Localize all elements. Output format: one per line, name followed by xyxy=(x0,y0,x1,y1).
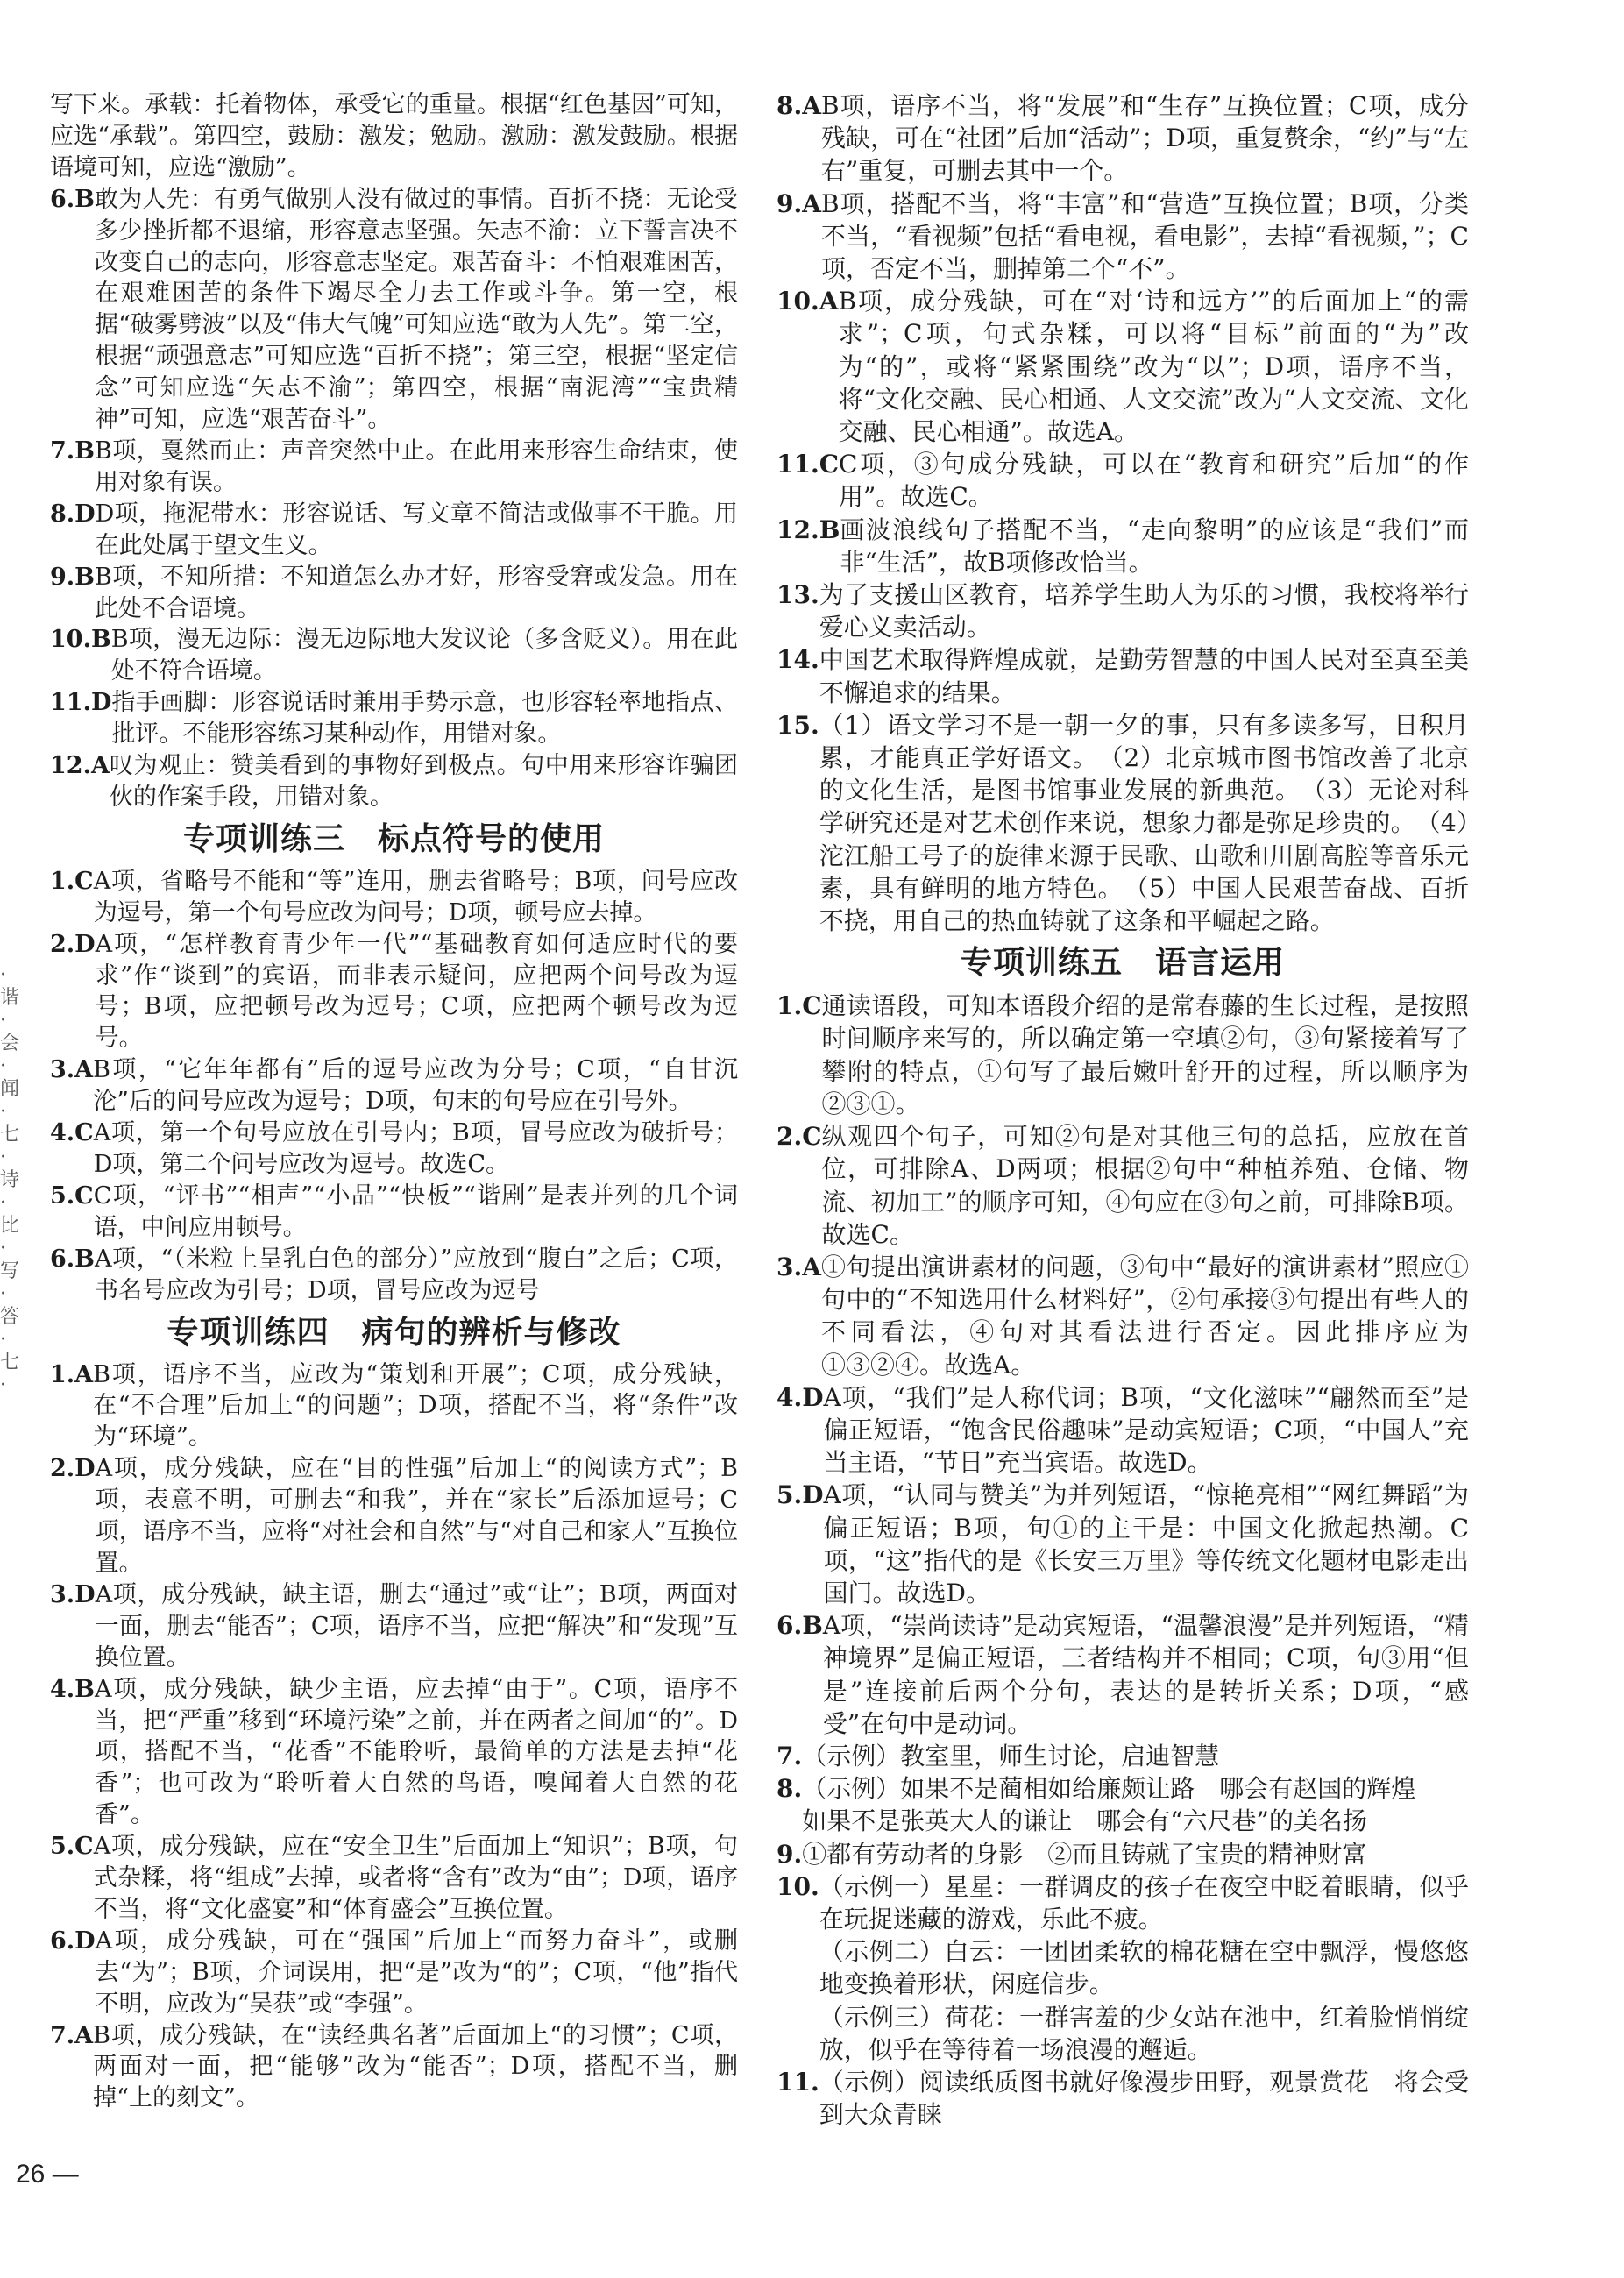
answer-line: C项，“评书”“相声”“小品”“快板”“谐剧”是表并列的几个词语，中间应用顿号。 xyxy=(93,1182,738,1241)
answer-text xyxy=(821,188,1469,286)
answer-line: D项，拖泥带水：形容说话、写文章不简洁或做事不干脆。用在此处属于望文生义。 xyxy=(95,500,738,559)
answer-item xyxy=(777,1381,1469,1480)
answer-text xyxy=(95,1674,738,1832)
answer-item xyxy=(50,184,738,436)
section-title-5: 专项训练五 语言运用 xyxy=(960,945,1285,982)
answer-line: 通读语段，可知本语段介绍的是常春藤的生长过程，是按照时间顺序来写的，所以确定第一空填②句，③句紧接着写了攀附的特点，①句写了最后嫩叶舒开的过程，所以顺序为②③①。 xyxy=(821,991,1469,1118)
answer-line: ①都有劳动者的身影 ②而且铸就了宝贵的精神财富 xyxy=(802,1839,1367,1869)
answer-line: A项，“怎样教育青少年一代”“基础教育如何适应时代的要求”作“谈到”的宾语，而非表示疑问，应把两个问号改为逗号；B项，应把顿号改为逗号；C项，应把两个顿号改为逗号。 xyxy=(95,930,738,1053)
answer-line: B项，语序不当，应改为“策划和开展”；C项，成分残缺，在“不合理”后加上“的问题”；D项，搭配不当，将“条件”改为“环境”。 xyxy=(93,1360,738,1451)
answer-line: A项，“崇尚读诗”是动宾短语，“温馨浪漫”是并列短语，“精神境界”是偏正短语，三者结构并不相同；C项，句③用“但是”连接前后两个分句，表达的是转折关系；D项，“感受”在句中是动词。 xyxy=(822,1611,1469,1738)
answer-number: 1.C xyxy=(50,867,94,895)
answer-number: 3.A xyxy=(777,1252,821,1281)
answer-text xyxy=(822,1120,1469,1251)
answer-number: 15. xyxy=(777,710,819,740)
answer-line: （示例）阅读纸质图书就好像漫步田野，观景赏花 将会受到大众青睐 xyxy=(819,2067,1469,2130)
answer-text xyxy=(94,1181,738,1244)
answer-line: A项，成分残缺，应在“安全卫生”后面加上“知识”；B项，句式杂糅，将“组成”去掉，或者将“含有”改为“由”；D项，语序不当，将“文化盛宴”和“体育盛会”互换位置。 xyxy=(93,1833,738,1923)
answer-line: （示例二）白云：一团团柔软的棉花糖在空中飘浮，慢悠悠地变换着形状，闲庭信步。 xyxy=(819,1937,1469,1999)
answer-text: 写下来。承载：托着物体，承受它的重量。根据“红色基因”可知，应选“承载”。第四空，鼓励：激发；勉励。激励：激发鼓励。根据语境可知，应选“激励”。 xyxy=(50,91,738,181)
answer-line: A项，省略号不能和“等”连用，删去省略号；B项，问号应改为逗号，第一个句号应改为问号；D项，顿号应去掉。 xyxy=(93,867,738,926)
answer-item xyxy=(777,1479,1469,1609)
answer-number: 5.C xyxy=(50,1182,94,1210)
answer-number: 6.B xyxy=(50,1245,96,1273)
answer-number: 8.A xyxy=(777,91,821,120)
answer-number: 1.C xyxy=(777,991,822,1021)
answer-text xyxy=(802,1772,1469,1837)
answer-item xyxy=(50,2020,738,2115)
binding-gutter-marks: ·谐·会·闻·七·诗·比·写·答·七· xyxy=(0,964,20,1396)
answer-item xyxy=(777,1870,1469,2066)
answer-text xyxy=(822,990,1469,1120)
answer-item xyxy=(777,990,1469,1120)
answer-number: 11.C xyxy=(777,450,839,479)
left-column xyxy=(50,89,738,2114)
answer-text xyxy=(819,578,1469,643)
answer-line: A项，成分残缺，可在“强国”后加上“而努力奋斗”，或删去“为”；B项，介词误用，把“是”改为“的”；C项，“他”指代不明，应改为“吴获”或“李强”。 xyxy=(95,1927,738,2018)
answer-text xyxy=(819,1870,1469,2066)
answer-item xyxy=(50,562,738,625)
answer-text xyxy=(95,1244,738,1307)
answer-number: 2.D xyxy=(50,1455,96,1483)
answer-number: 14. xyxy=(777,645,819,675)
answer-line: （1）语文学习不是一朝一夕的事，只有多读多写，日积月累，才能真正学好语文。 （2）北京城市图书馆改善了北京的文化生活，是图书馆事业发展的新典范。 （3）无论对科学研究还是对艺术创作来说，想象力都是弥足珍贵的。 （4）沱江船工号子的旋律来源于民歌、山歌和川剧高腔等音乐元素，具有鲜明的地方特色。 （5）中国人民艰苦奋战、百折不挠，用自己的热血铸就了这条和平崛起之路。 xyxy=(819,710,1469,936)
answer-text xyxy=(95,562,738,625)
answer-text xyxy=(93,2020,738,2115)
answer-line: B项，不知所措：不知道怎么办才好，形容受窘或发急。用在此处不合语境。 xyxy=(95,563,738,622)
answer-text xyxy=(824,1479,1469,1609)
answer-number: 4.B xyxy=(50,1675,96,1703)
answer-number: 2.D xyxy=(50,930,96,958)
answer-line: 画波浪线句子搭配不当，“走向黎明”的应该是“我们”而非“生活”，故B项修改恰当。 xyxy=(840,515,1469,577)
answer-number: 1.A xyxy=(50,1360,94,1388)
answer-line: 叹为观止：赞美看到的事物好到极点。句中用来形容诈骗团伙的作案手段，用错对象。 xyxy=(109,752,738,811)
answer-text xyxy=(111,624,738,687)
answer-item xyxy=(50,1453,738,1579)
answer-number: 9. xyxy=(777,1839,803,1869)
answer-line: 如果不是张英大人的谦让 哪会有“六尺巷”的美名扬 xyxy=(802,1806,1367,1836)
answer-item xyxy=(50,1054,738,1118)
answer-item xyxy=(777,1251,1469,1381)
answer-item xyxy=(777,1772,1469,1837)
answer-item xyxy=(777,1609,1469,1740)
answer-item xyxy=(50,1674,738,1832)
answer-line: A项，第一个句号应放在引号内；B项，冒号应改为破折号；D项，第二个问号应改为逗号。故选C。 xyxy=(93,1119,738,1178)
answer-line: B项，漫无边际：漫无边际地大发议论（多含贬义）。用在此处不符合语境。 xyxy=(110,626,738,685)
answer-line: A项，成分残缺，应在“目的性强”后加上“的阅读方式”；B项，表意不明，可删去“和我”，并在“家长”后添加逗号；C项，语序不当，应将“对社会和自然”与“对自己和家人”互换位置。 xyxy=(95,1455,738,1577)
answer-item xyxy=(777,709,1469,937)
right-column xyxy=(777,89,1469,2131)
answer-text xyxy=(96,499,738,562)
answer-item xyxy=(50,866,738,929)
answer-item xyxy=(777,643,1469,708)
answer-text xyxy=(821,89,1469,188)
answer-item xyxy=(777,89,1469,188)
answer-line: A项，成分残缺，缺主语，删去“通过”或“让”；B项，两面对一面，删去“能否”；C项，语序不当，应把“解决”和“发现”互换位置。 xyxy=(95,1580,738,1671)
answer-number: 4.D xyxy=(777,1382,824,1412)
answer-number: 5.C xyxy=(50,1833,94,1861)
answer-item xyxy=(50,89,738,184)
answer-text xyxy=(111,687,738,750)
answer-number: 9.B xyxy=(50,563,96,591)
answer-item xyxy=(50,1926,738,2020)
answer-text xyxy=(94,1831,738,1926)
answer-line: （示例）教室里，师生讨论，启迪智慧 xyxy=(802,1741,1220,1771)
answer-number: 8. xyxy=(777,1774,803,1804)
answer-text xyxy=(840,514,1469,578)
answer-item xyxy=(50,929,738,1055)
section-title-4: 专项训练四 病句的辨析与修改 xyxy=(167,1314,621,1351)
answer-line: 敢为人先：有勇气做别人没有做过的事情。百折不挠：无论受多少挫折都不退缩，形容意志坚强。矢志不渝：立下誓言决不改变自己的志向，形容意志坚定。艰苦奋斗：不怕艰难困苦，在艰难困苦的条件下竭尽全力去工作或斗争。第一空，根据“破雾劈波”以及“伟大气魄”可知应选“敢为人先”。第二空，根据“顽强意志”可知应选“百折不挠”；第三空，根据“坚定信念”可知应选“矢志不渝”；第四空，根据“南泥湾”“宝贵精神”可知，应选“艰苦奋斗”。 xyxy=(95,185,738,434)
answer-line: （示例）如果不是蔺相如给廉颇让路 哪会有赵国的辉煌 xyxy=(802,1774,1416,1804)
answer-text xyxy=(95,184,738,436)
answer-text xyxy=(819,2066,1469,2131)
answer-text xyxy=(802,1838,1469,1870)
answer-line: B项，成分残缺，在“读经典名著”后面加上“的习惯”；C项，两面对一面，把“能够”改为“能否”；D项，搭配不当，删掉“上的刻文”。 xyxy=(93,2021,738,2112)
answer-item xyxy=(50,436,738,499)
answer-line: B项，成分残缺，可在“对‘诗和远方’”的后面加上“的需求”；C项，句式杂糅，可以将“目标”前面的“为”改为“的”，或将“紧紧围绕”改为“以”；D项，语序不当，将“文化交融、民心相通、人文交流”改为“人文交流、文化交融、民心相通”。故选A。 xyxy=(838,287,1469,447)
answer-number: 7. xyxy=(777,1741,803,1771)
answer-number: 12.A xyxy=(50,752,110,780)
answer-text xyxy=(839,448,1469,513)
answer-text xyxy=(819,643,1469,708)
answer-text xyxy=(838,285,1469,448)
answer-number: 10.B xyxy=(50,626,111,654)
answer-item xyxy=(50,1118,738,1181)
answer-line: A项，“（米粒上呈乳白色的部分）”应放到“腹白”之后；C项，书名号应改为引号；D项，冒号应改为逗号 xyxy=(95,1245,738,1304)
answer-line: 为了支援山区教育，培养学生助人为乐的习惯，我校将举行爱心义卖活动。 xyxy=(819,580,1469,642)
answer-item xyxy=(777,188,1469,286)
answer-line: （示例三）荷花：一群害羞的少女站在池中，红着脸悄悄绽放，似乎在等待着一场浪漫的邂逅。 xyxy=(819,2002,1469,2064)
answer-item xyxy=(777,285,1469,448)
answer-number: 13. xyxy=(777,580,819,610)
answer-line: ①句提出演讲素材的问题，③句中“最好的演讲素材”照应①句中的“不知选用什么材料好”，②句承接③句提出有些人的不同看法，④句对其看法进行否定。因此排序应为①③②④。故选A。 xyxy=(820,1252,1469,1380)
answer-number: 4.C xyxy=(50,1119,94,1147)
answer-number: 10. xyxy=(777,1871,819,1901)
answer-number: 11. xyxy=(777,2067,819,2097)
answer-number: 3.A xyxy=(50,1056,94,1084)
answer-text xyxy=(93,1054,738,1118)
page-number: 26 — xyxy=(16,2160,79,2189)
answer-item xyxy=(50,499,738,562)
answer-item xyxy=(777,2066,1469,2131)
answer-item xyxy=(50,1181,738,1244)
answer-line: 中国艺术取得辉煌成就，是勤劳智慧的中国人民对至真至美不懈追求的结果。 xyxy=(819,645,1469,707)
answer-text xyxy=(823,1609,1469,1740)
answer-number: 12.B xyxy=(777,515,840,544)
answer-text xyxy=(824,1381,1469,1480)
answer-item xyxy=(50,687,738,750)
answer-text xyxy=(110,750,738,813)
answer-number: 3.D xyxy=(50,1580,96,1608)
answer-text xyxy=(96,1926,738,2020)
answer-item xyxy=(777,448,1469,513)
answer-number: 9.A xyxy=(777,188,821,218)
answer-line: B项，语序不当，将“发展”和“生存”互换位置；C项，成分残缺，可在“社团”后加“活动”；D项，重复赘余，“约”与“左右”重复，可删去其中一个。 xyxy=(820,91,1469,186)
answer-line: B项，戛然而止：声音突然中止。在此用来形容生命结束，使用对象有误。 xyxy=(95,436,738,496)
answer-number: 8.D xyxy=(50,500,96,528)
answer-line: A项，“认同与赞美”为并列短语，“惊艳亮相”“网红舞蹈”为偏正短语；B项，句①的主干是：中国文化掀起热潮。C项，“这”指代的是《长安三万里》等传统文化题材电影走出国门。故选D。 xyxy=(823,1480,1469,1607)
answer-text xyxy=(802,1740,1469,1772)
answer-text xyxy=(819,709,1469,937)
answer-text xyxy=(95,436,738,499)
answer-number: 6.B xyxy=(777,1611,823,1641)
answer-line: （示例一）星星：一群调皮的孩子在夜空中眨着眼睛，似乎在玩捉迷藏的游戏，乐此不疲。 xyxy=(819,1871,1469,1934)
answer-number: 7.A xyxy=(50,2021,94,2049)
answer-number: 11.D xyxy=(50,689,112,717)
answer-text xyxy=(96,1579,738,1674)
answer-text xyxy=(93,1359,738,1454)
answer-item xyxy=(50,750,738,813)
answer-line: C项，③句成分残缺，可以在“教育和研究”后加“的作用”。故选C。 xyxy=(839,450,1469,512)
answer-text xyxy=(821,1251,1469,1381)
answer-line: A项，“我们”是人称代词；B项，“文化滋味”“翩然而至”是偏正短语，“饱含民俗趣味”是动宾短语；C项，“中国人”充当主语，“节日”充当宾语。故选D。 xyxy=(823,1382,1469,1478)
answer-line: B项，“它年年都有”后的逗号应改为分号；C项，“自甘沉沦”后的问号应改为逗号；D项，句末的句号应在引号外。 xyxy=(93,1056,738,1116)
answer-line: 指手画脚：形容说话时兼用手势示意，也形容轻率地指点、批评。不能形容练习某种动作，用错对象。 xyxy=(111,689,738,749)
answer-line: 纵观四个句子，可知②句是对其他三句的总括，应放在首位，可排除A、D两项；根据②句中“种植养殖、仓储、物流、初加工”的顺序可知，④句应在③句之前，可排除B项。故选C。 xyxy=(821,1122,1469,1249)
answer-text xyxy=(94,1118,738,1181)
answer-item xyxy=(50,1244,738,1307)
answer-item xyxy=(50,1359,738,1454)
answer-item xyxy=(50,624,738,687)
answer-number: 7.B xyxy=(50,436,96,465)
section-title-3: 专项训练三 标点符号的使用 xyxy=(182,820,605,857)
answer-text xyxy=(96,1453,738,1579)
answer-item xyxy=(777,1120,1469,1251)
answer-number: 5.D xyxy=(777,1480,824,1510)
answer-item xyxy=(777,1838,1469,1870)
answer-number: 2.C xyxy=(777,1122,822,1152)
answer-text xyxy=(94,866,738,929)
answer-number: 6.B xyxy=(50,185,96,213)
answer-item xyxy=(50,1831,738,1926)
answer-item xyxy=(777,1740,1469,1772)
answer-line: B项，搭配不当，将“丰富”和“营造”互换位置；B项，分类不当，“看视频”包括“看电视，看电影”，去掉“看视频，”；C项，否定不当，删掉第二个“不”。 xyxy=(820,188,1469,284)
answer-number: 6.D xyxy=(50,1927,96,1955)
answer-item xyxy=(50,1579,738,1674)
answer-line: A项，成分残缺，缺少主语，应去掉“由于”。C项，语序不当，把“严重”移到“环境污染”之前，并在两者之间加“的”。D项，搭配不当，“花香”不能聆听，最简单的方法是去掉“花香”；也可改为“聆听着大自然的鸟语，嗅闻着大自然的花香”。 xyxy=(95,1675,738,1829)
answer-text xyxy=(96,929,738,1055)
answer-number: 10.A xyxy=(777,287,839,316)
answer-item xyxy=(777,578,1469,643)
answer-item xyxy=(777,514,1469,578)
